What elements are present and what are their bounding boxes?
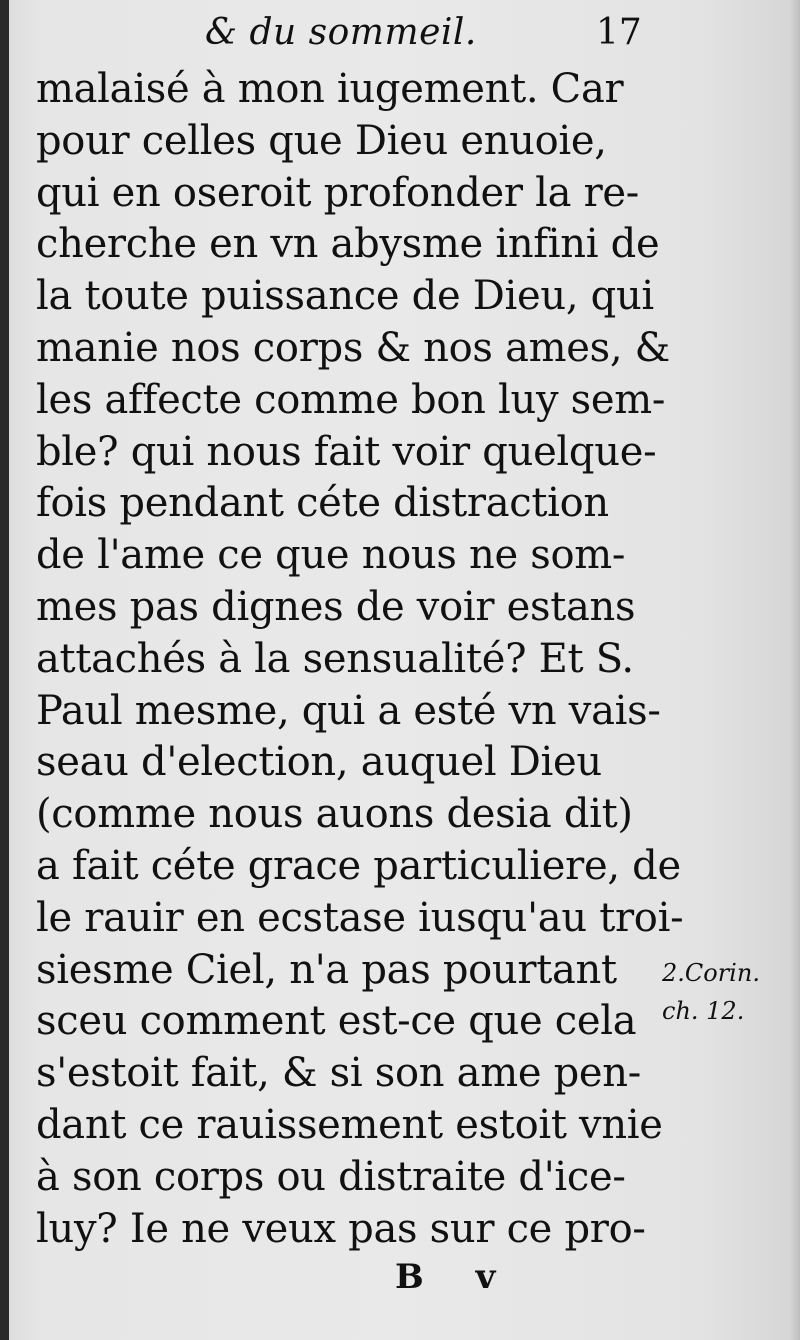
text-line: à son corps ou distraite d'ice- (36, 1153, 626, 1200)
text-line: fois pendant céte distraction (36, 480, 609, 527)
text-line: Paul mesme, qui a esté vn vais- (36, 687, 661, 734)
text-line: qui en oseroit profonder la re- (36, 169, 640, 216)
text-line: les affecte comme bon luy sem- (36, 376, 666, 423)
text-line: malaisé à mon iugement. Car (36, 66, 624, 112)
text-line: pour celles que Dieu enuoie, (36, 117, 607, 164)
text-line: le rauir en ecstase iusqu'au troi- (36, 894, 684, 941)
margin-reference-note (662, 954, 792, 1030)
margin-note-line: ch. 12. (662, 997, 745, 1025)
text-line: de l'ame ce que nous ne som- (36, 532, 626, 579)
text-line: siesme Ciel, n'a pas pourtant (36, 946, 617, 993)
text-line: mes pas dignes de voir estans (36, 583, 636, 630)
signature-mark: B v (395, 1257, 496, 1297)
text-line: manie nos corps & nos ames, & (36, 324, 670, 371)
text-line: attachés à la sensualité? Et S. (36, 635, 634, 682)
page-gutter-edge (0, 0, 9, 1340)
text-line: sceu comment est-ce que cela (36, 998, 637, 1045)
page-header (0, 6, 660, 56)
margin-note-line: 2.Corin. (662, 959, 760, 987)
text-line: seau d'election, auquel Dieu (36, 739, 602, 786)
text-line: ble? qui nous fait voir quelque- (36, 428, 657, 475)
text-line: s'estoit fait, & si son ame pen- (36, 1050, 641, 1097)
text-line: a fait céte grace particuliere, de (36, 842, 681, 889)
text-line: (comme nous auons desia dit) (36, 791, 633, 838)
text-line: dant ce rauissement estoit vnie (36, 1101, 663, 1148)
page-number: 17 (596, 12, 642, 53)
body-text (36, 64, 684, 1255)
text-line: luy? Ie ne veux pas sur ce pro- (36, 1205, 646, 1252)
text-line: la toute puissance de Dieu, qui (36, 273, 654, 320)
running-head: & du sommeil. (205, 12, 477, 53)
text-line: cherche en vn abysme infini de (36, 221, 660, 268)
